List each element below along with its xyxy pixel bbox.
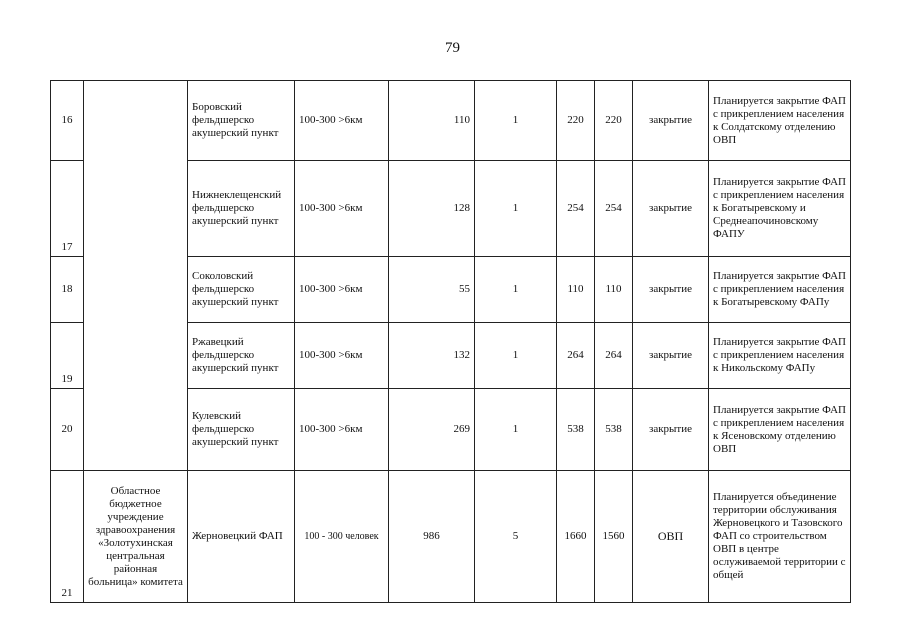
staff-count: 5: [475, 471, 557, 603]
note: Планируется объединение территории обслуживания Жерновецкого и Тазовского ФАП со строительством ОВП в центре ослуживаемой территории с общей: [709, 471, 851, 603]
value-2: 538: [595, 389, 633, 471]
facility-name: Кулевский фельдшерско акушерский пункт: [188, 389, 295, 471]
population-range: 100-300 >6км: [295, 257, 389, 323]
staff-count: 1: [475, 389, 557, 471]
facility-name: Боровский фельдшерско акушерский пункт: [188, 81, 295, 161]
action: ОВП: [633, 471, 709, 603]
action: закрытие: [633, 161, 709, 257]
action: закрытие: [633, 323, 709, 389]
facilities-table: [50, 80, 851, 603]
value-2: 110: [595, 257, 633, 323]
action: закрытие: [633, 389, 709, 471]
page-number: 79: [445, 40, 460, 56]
staff-count: 1: [475, 323, 557, 389]
note: Планируется закрытие ФАП с прикреплением населения к Богатыревскому ФАПу: [709, 257, 851, 323]
note: Планируется закрытие ФАП с прикреплением населения к Богатыревскому и Среднеапочиновскому ФАПУ: [709, 161, 851, 257]
table-row: [51, 81, 851, 161]
value-1: 538: [557, 389, 595, 471]
population: 128: [389, 161, 475, 257]
population: 986: [389, 471, 475, 603]
population: 55: [389, 257, 475, 323]
organization-name: Областное бюджетное учреждение здравоохранения «Золотухинская центральная районная больница» комитета: [84, 471, 188, 603]
facility-name: Жерновецкий ФАП: [188, 471, 295, 603]
value-2: 264: [595, 323, 633, 389]
facility-name: Соколовский фельдшерско акушерский пункт: [188, 257, 295, 323]
value-1: 110: [557, 257, 595, 323]
value-2: 254: [595, 161, 633, 257]
action: закрытие: [633, 257, 709, 323]
row-number: 18: [51, 257, 84, 323]
row-number: 20: [51, 389, 84, 471]
population: 132: [389, 323, 475, 389]
value-2: 1560: [595, 471, 633, 603]
row-number: 19: [51, 323, 84, 389]
note: Планируется закрытие ФАП с прикреплением населения к Никольскому ФАПу: [709, 323, 851, 389]
value-1: 220: [557, 81, 595, 161]
population-range: 100-300 >6км: [295, 323, 389, 389]
note: Планируется закрытие ФАП с прикреплением населения к Ясеновскому отделению ОВП: [709, 389, 851, 471]
population: 269: [389, 389, 475, 471]
note: Планируется закрытие ФАП с прикреплением населения к Солдатскому отделению ОВП: [709, 81, 851, 161]
population-range: 100 - 300 человек: [295, 471, 389, 603]
table-row: [51, 471, 851, 603]
action: закрытие: [633, 81, 709, 161]
row-number: 17: [51, 161, 84, 257]
value-1: 254: [557, 161, 595, 257]
row-number: 21: [51, 471, 84, 603]
facility-name: Ржавецкий фельдшерско акушерский пункт: [188, 323, 295, 389]
value-1: 264: [557, 323, 595, 389]
population-range: 100-300 >6км: [295, 161, 389, 257]
population-range: 100-300 >6км: [295, 389, 389, 471]
facility-name: Нижнеклещенский фельдшерско акушерский пункт: [188, 161, 295, 257]
value-1: 1660: [557, 471, 595, 603]
row-number: 16: [51, 81, 84, 161]
staff-count: 1: [475, 161, 557, 257]
staff-count: 1: [475, 257, 557, 323]
organization-cell-empty: [84, 81, 188, 471]
population-range: 100-300 >6км: [295, 81, 389, 161]
population: 110: [389, 81, 475, 161]
staff-count: 1: [475, 81, 557, 161]
value-2: 220: [595, 81, 633, 161]
